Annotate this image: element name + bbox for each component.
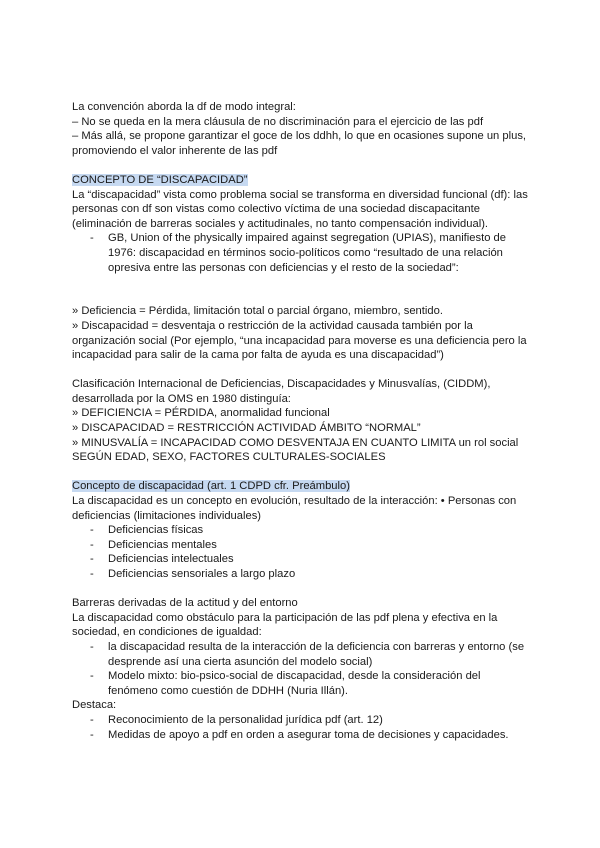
- intro-line-2: – No se queda en la mera cláusula de no discriminación para el ejercicio de las pdf: [72, 115, 484, 128]
- intro-block: [72, 100, 532, 158]
- dash-marker: -: [90, 538, 94, 551]
- item-text: Reconocimiento de la personalidad jurídica pdf (art. 12): [108, 713, 383, 726]
- item-text: Deficiencias intelectuales: [108, 553, 234, 566]
- upias-text: GB, Union of the physically impaired against segregation (UPIAS), manifiesto de 1976: discapacidad en términos socio-políticos como “resultado de una relación opresiva entre las personas con deficiencias y el resto de la sociedad”:: [108, 232, 506, 274]
- list-item: [72, 523, 532, 538]
- dash-marker: -: [90, 640, 94, 653]
- list-item: [72, 552, 532, 567]
- definiciones-block: [72, 304, 532, 362]
- dash-marker: -: [90, 232, 94, 245]
- item-text: Medidas de apoyo a pdf en orden a asegurar toma de decisiones y capacidades.: [108, 728, 509, 741]
- dash-marker: -: [90, 553, 94, 566]
- ciddm-discapacidad: » DISCAPACIDAD = RESTRICCIÓN ACTIVIDAD ÁMBITO “NORMAL”: [72, 422, 421, 435]
- list-item: [72, 567, 532, 582]
- cdpd-paragraph: La discapacidad es un concepto en evolución, resultado de la interacción: • Personas con deficiencias (limitaciones individuales): [72, 495, 517, 522]
- ciddm-deficiencia: » DEFICIENCIA = PÉRDIDA, anormalidad funcional: [72, 407, 330, 420]
- list-item: [72, 713, 532, 728]
- intro-line-3: – Más allá, se propone garantizar el goce de los ddhh, lo que en ocasiones supone un plus, promoviendo el valor inherente de las pdf: [72, 130, 527, 157]
- destaca-label: Destaca:: [72, 699, 117, 712]
- item-text: Modelo mixto: bio-psico-social de discapacidad, desde la consideración del fenómeno como cuestión de DDHH (Nuria Illán).: [108, 670, 481, 697]
- def-discapacidad: » Discapacidad = desventaja o restricción de la actividad causada también por la organización social (Por ejemplo, “una incapacidad para moverse es una deficiencia pero la incapacidad para salir de la cama por falta de ayuda es una discapacidad”): [72, 319, 527, 362]
- dash-marker: -: [90, 728, 94, 741]
- list-item: [72, 669, 532, 698]
- ciddm-minusvalia: » MINUSVALÍA = INCAPACIDAD COMO DESVENTAJA EN CUANTO LIMITA un rol social SEGÚN EDAD, SEXO, FACTORES CULTURALES-SOCIALES: [72, 436, 519, 464]
- ciddm-intro: Clasificación Internacional de Deficiencias, Discapacidades y Minusvalías, (CIDDM), desarrollada por la OMS en 1980 distinguía:: [72, 378, 491, 405]
- concepto-paragraph: La “discapacidad” vista como problema social se transforma en diversidad funcional (df): las personas con df son vistas como colectivo víctima de una sociedad discapacitante (eliminación de barreras sociales y actitudinales, no tanto compensación individual).: [72, 188, 528, 230]
- barreras-title: Barreras derivadas de la actitud y del entorno: [72, 597, 298, 610]
- barreras-section: [72, 596, 532, 698]
- destaca-section: [72, 698, 532, 742]
- cdpd-section: [72, 479, 532, 581]
- document-page: [72, 100, 532, 742]
- concepto-dash-item: [72, 231, 532, 275]
- item-text: Deficiencias físicas: [108, 524, 204, 537]
- def-deficiencia: » Deficiencia = Pérdida, limitación total o parcial órgano, miembro, sentido.: [72, 305, 443, 318]
- concepto-section: [72, 173, 532, 275]
- item-text: la discapacidad resulta de la interacción de la deficiencia con barreras y entorno (se desprende así una cierta asunción del modelo social): [108, 640, 525, 668]
- barreras-paragraph: La discapacidad como obstáculo para la participación de las pdf plena y efectiva en la sociedad, en condiciones de igualdad:: [72, 611, 498, 639]
- list-item: [72, 728, 532, 743]
- dash-marker: -: [90, 524, 94, 537]
- dash-marker: -: [90, 713, 94, 726]
- list-item: [72, 538, 532, 553]
- item-text: Deficiencias mentales: [108, 538, 217, 551]
- item-text: Deficiencias sensoriales a largo plazo: [108, 568, 296, 580]
- dash-marker: -: [90, 670, 94, 683]
- intro-line-1: La convención aborda la df de modo integral:: [72, 101, 296, 113]
- cdpd-heading: Concepto de discapacidad (art. 1 CDPD cfr. Preámbulo): [72, 480, 350, 493]
- concepto-heading: CONCEPTO DE “DISCAPACIDAD”: [72, 173, 248, 186]
- dash-marker: -: [90, 568, 94, 580]
- list-item: [72, 640, 532, 669]
- ciddm-block: [72, 377, 532, 465]
